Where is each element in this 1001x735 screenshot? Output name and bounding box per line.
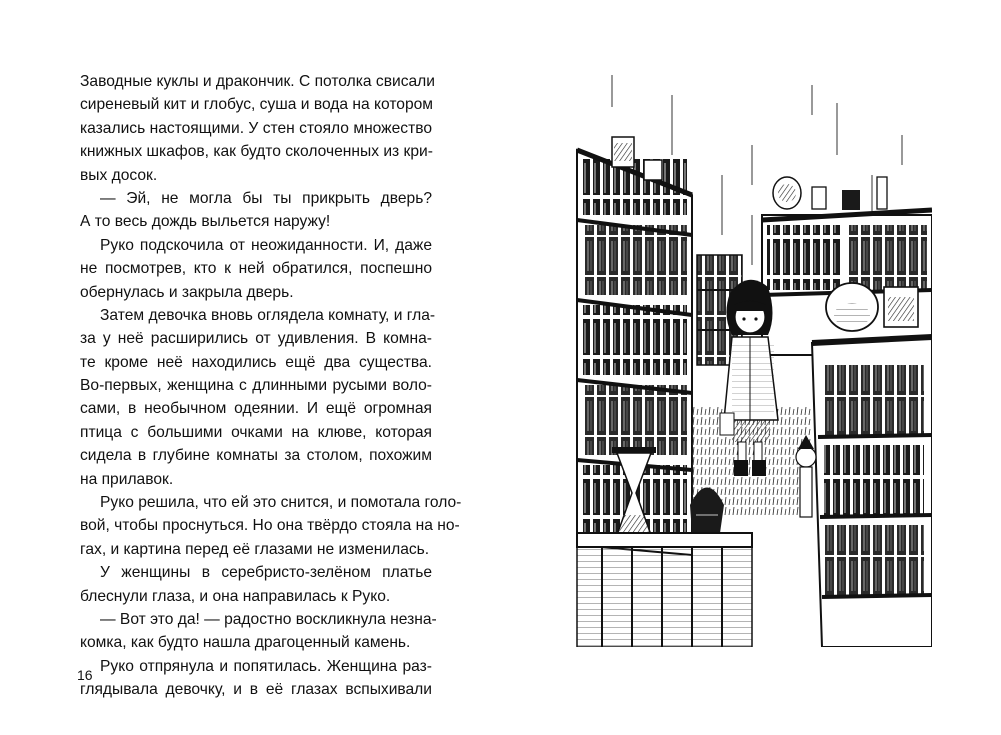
text-line: птица с большими очками на клюве, которая [80,423,432,441]
paragraph [80,491,462,561]
page-number: 16 [77,667,93,683]
text-line: сами, в необычном одеянии. И ещё огромная [80,400,432,418]
paragraph [80,187,432,234]
text-line: Затем девочка вновь оглядела комнату, и гла- [100,306,436,324]
text-line: глядывала девочку, и в её глазах вспыхивали [80,681,432,699]
text-line: сидела в глубине комнаты за столом, похожим [80,447,432,465]
text-line: Руко решила, что ей это снится, и помотала голо- [100,494,462,512]
text-line: на прилавок. [80,470,174,488]
bookshop-illustration [572,75,932,647]
text-line: Руко отпрянула и попятилась. Женщина раз- [100,657,432,675]
text-line: Во-первых, женщина с длинными русыми воло- [80,377,432,395]
text-line: вых досок. [80,166,158,184]
paragraph [80,304,436,491]
text-line: вой, чтобы проснуться. Но она твёрдо стояла на но- [80,517,460,535]
text-column [80,70,462,702]
paragraph [80,655,432,702]
text-line: У женщины в серебристо-зелёном платье [100,564,432,582]
text-line: гах, и картина перед её глазами не изменилась. [80,540,430,558]
text-line: Заводные куклы и дракончик. С потолка свисали [80,73,435,90]
text-line: обернулась и закрыла дверь. [80,283,294,301]
text-line: казались настоящими. У стен стояло множество [80,119,432,137]
text-line: — Эй, не могла бы ты прикрыть дверь? [100,189,432,207]
text-line: сиреневый кит и глобус, суша и вода на котором [80,96,434,114]
text-line: не посмотрев, кто к ней обратился, поспешно [80,260,432,278]
text-line: книжных шкафов, как будто сколоченных из кри- [80,143,433,161]
paragraph [80,561,432,608]
text-line: — Вот это да! — радостно воскликнула незна- [100,610,437,628]
paragraph [80,70,435,187]
text-line: Руко подскочила от неожиданности. И, даже [100,236,432,254]
right-bookshelf [812,337,932,647]
text-line: за у неё расширились от удивления. В комна- [80,330,432,348]
text-line: А то весь дождь выльется наружу! [80,213,331,231]
text-line: блеснули глаза, и она направилась к Руко. [80,587,391,605]
paragraph [80,608,437,655]
front-counter [577,533,752,647]
paragraph [80,234,432,304]
text-line: те кроме неё находились ещё два существа. [80,353,432,371]
text-line: комка, как будто нашла драгоценный камень. [80,634,411,652]
